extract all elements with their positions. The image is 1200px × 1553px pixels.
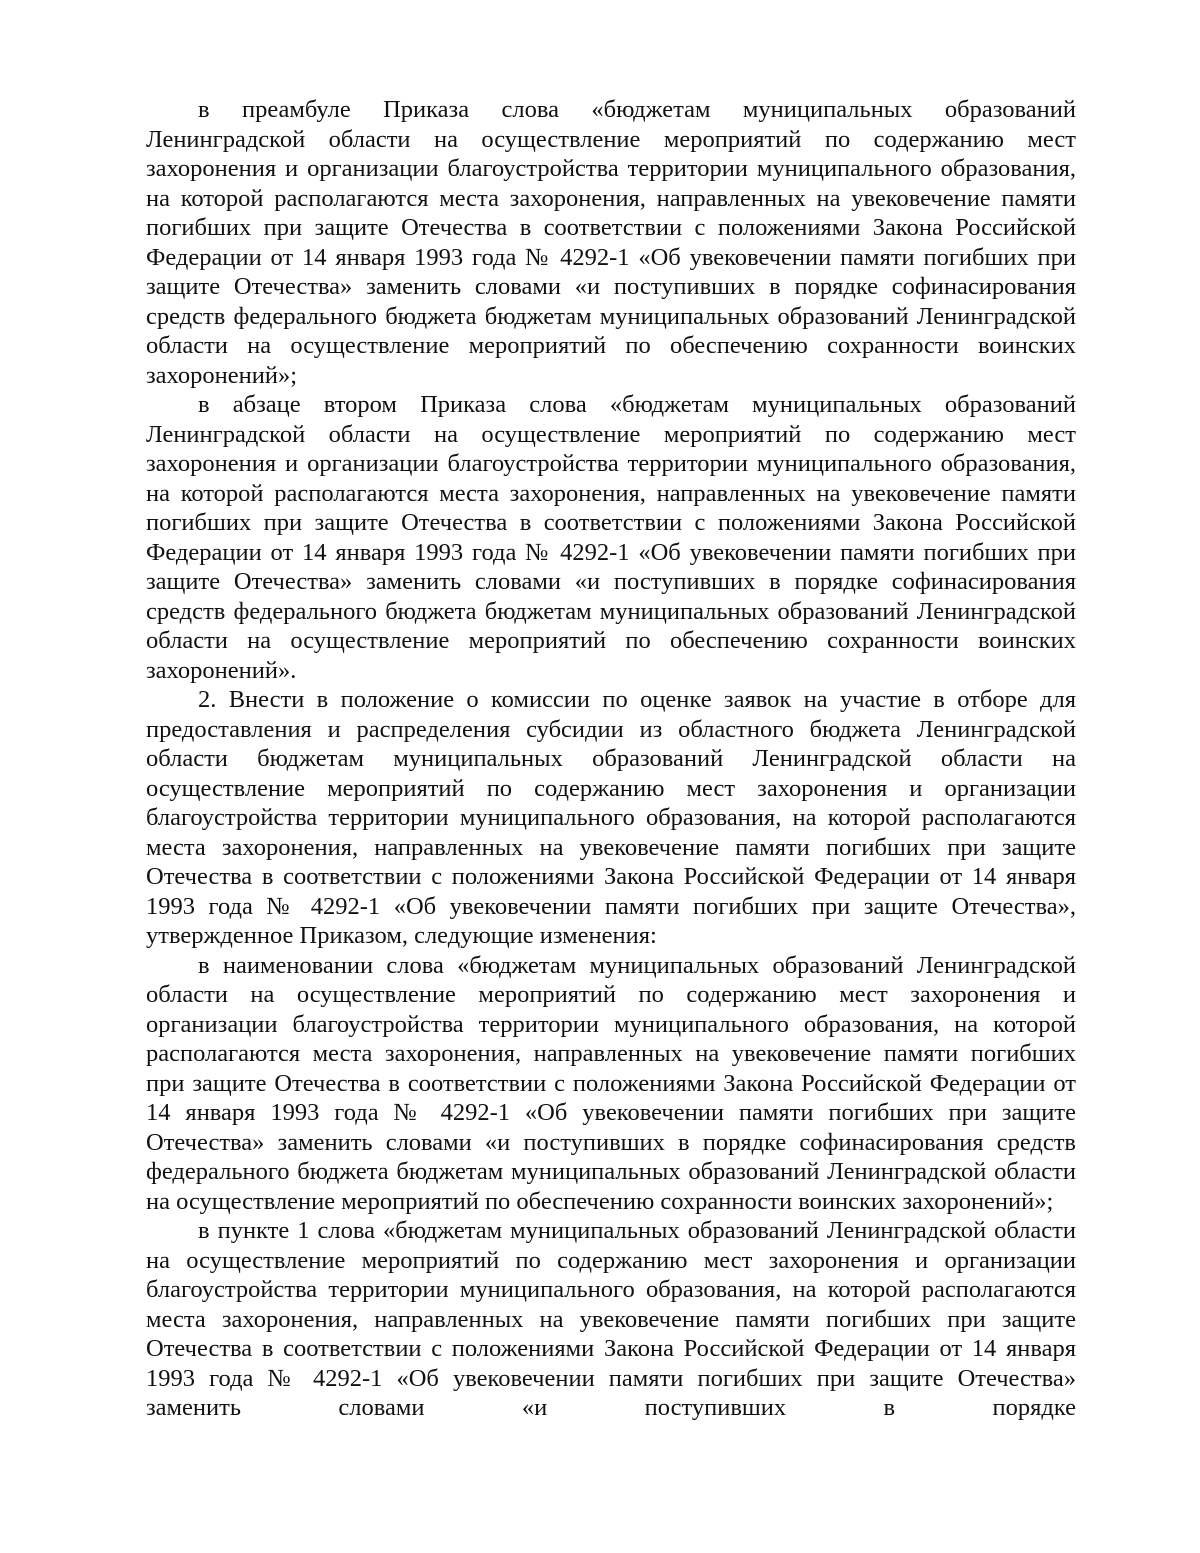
paragraph-second-abzac-amendment: в абзаце втором Приказа слова «бюджетам муниципальных образований Ленинградской области на осуществление мероприятий по содержанию мест захоронения и организации благоустройства территории муниципального образования, на которой располагаются места захоронения, направленных на увековечение памяти погибших при защите Отечества в соответствии с положениями Закона Российской Федерации от 14 января 1993 года № 4292-1 «Об увековечении памяти погибших при защите Отечества» заменить словами «и поступивших в порядке софинасирования средств федерального бюджета бюджетам муниципальных образований Ленинградской области на осуществление мероприятий по обеспечению сохранности воинских захоронений». [146,391,1076,684]
paragraph-name-amendment: в наименовании слова «бюджетам муниципальных образований Ленинградской области на осуществление мероприятий по содержанию мест захоронения и организации благоустройства территории муниципального образования, на которой располагаются места захоронения, направленных на увековечение памяти погибших при защите Отечества в соответствии с положениями Закона Российской Федерации от 14 января 1993 года № 4292-1 «Об увековечении памяти погибших при защите Отечества» заменить словами «и поступивших в порядке софинасирования средств федерального бюджета бюджетам муниципальных образований Ленинградской области на осуществление мероприятий по обеспечению сохранности воинских захоронений»; [146,951,1076,1215]
paragraph-preamble-amendment: в преамбуле Приказа слова «бюджетам муниципальных образований Ленинградской области на осуществление мероприятий по содержанию мест захоронения и организации благоустройства территории муниципального образования, на которой располагаются места захоронения, направленных на увековечение памяти погибших при защите Отечества в соответствии с положениями Закона Российской Федерации от 14 января 1993 года № 4292-1 «Об увековечении памяти погибших при защите Отечества» заменить словами «и поступивших в порядке софинасирования средств федерального бюджета бюджетам муниципальных образований Ленинградской области на осуществление мероприятий по обеспечению сохранности воинских захоронений»; [146,96,1076,389]
paragraph-point-1-amendment: в пункте 1 слова «бюджетам муниципальных образований Ленинградской области на осуществление мероприятий по содержанию мест захоронения и организации благоустройства территории муниципального образования, на которой располагаются места захоронения, направленных на увековечение памяти погибших при защите Отечества в соответствии с положениями Закона Российской Федерации от 14 января 1993 года № 4292-1 «Об увековечении памяти погибших при защите Отечества» заменить словами «и поступивших в порядке [146,1217,1076,1421]
paragraph-item-2-commission-regulation: 2. Внести в положение о комиссии по оценке заявок на участие в отборе для предоставления и распределения субсидии из областного бюджета Ленинградской области бюджетам муниципальных образований Ленинградской области на осуществление мероприятий по содержанию мест захоронения и организации благоустройства территории муниципального образования, на которой располагаются места захоронения, направленных на увековечение памяти погибших при защите Отечества в соответствии с положениями Закона Российской Федерации от 14 января 1993 года № 4292-1 «Об увековечении памяти погибших при защите Отечества», утвержденное Приказом, следующие изменения: [146,686,1076,949]
document-page [146,95,1076,1423]
